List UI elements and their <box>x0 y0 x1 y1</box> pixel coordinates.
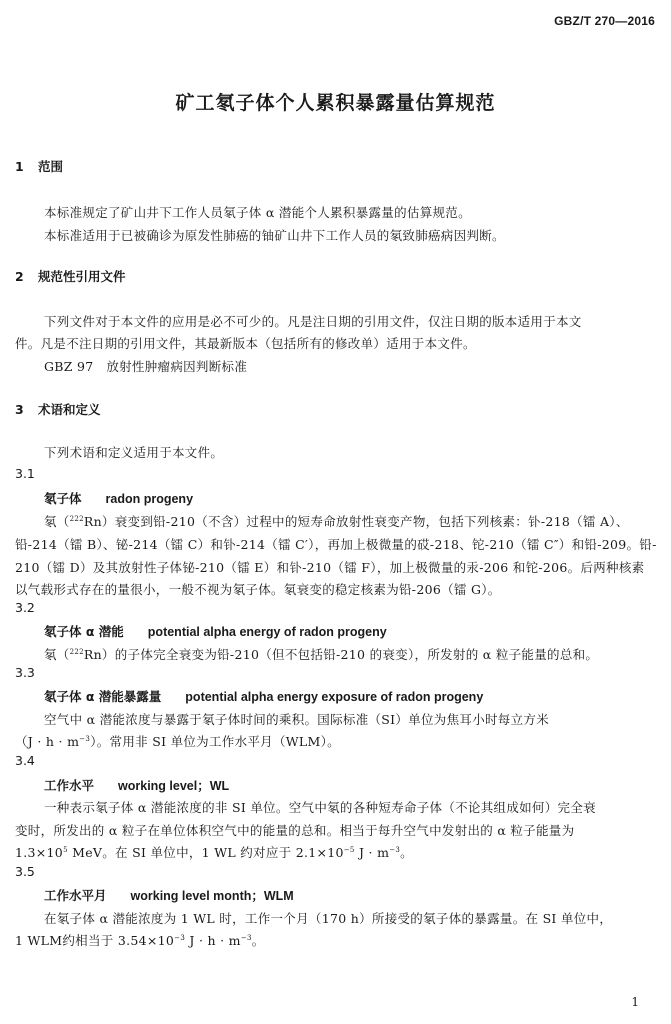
term-chinese: 氡子体 α 潜能暴露量 <box>44 689 162 704</box>
clause-number: 3.1 <box>15 466 35 481</box>
section-title: 规范性引用文件 <box>38 269 126 284</box>
document-title: 矿工氡子体个人累积暴露量估算规范 <box>175 92 496 114</box>
paragraph-line: 件。凡是不注日期的引用文件，其最新版本（包括所有的修改单）适用于本文件。 <box>15 336 476 351</box>
paragraph-line: 氡（$^{222}$Rn）衰变到铅-210（不含）过程中的短寿命放射性衰变产物，包括下列核素：钋-218（镭 A）、 <box>44 514 629 529</box>
paragraph-line: 空气中 α 潜能浓度与暴露于氡子体时间的乘积。国际标准（SI）单位为焦耳小时每立方米 <box>44 712 549 727</box>
section-title: 术语和定义 <box>38 402 101 417</box>
paragraph-line: 本标准规定了矿山井下工作人员氡子体 α 潜能个人累积暴露量的估算规范。 <box>44 205 471 220</box>
term-heading <box>44 776 229 794</box>
paragraph-line: 氡（$^{222}$Rn）的子体完全衰变为铅-210（但不包括铅-210 的衰变），所发射的 α 粒子能量的总和。 <box>44 647 599 662</box>
term-english: working level month；WLM <box>130 889 294 903</box>
paragraph-line: $(J \cdot h \cdot m^{-3})$。常用非 SI 单位为工作水平月（WLM）。 <box>15 734 340 749</box>
section-number: 3 <box>15 402 24 417</box>
term-english: radon progeny <box>105 492 194 506</box>
term-heading <box>44 886 294 904</box>
term-heading <box>44 687 483 705</box>
clause-number: 3.2 <box>15 600 35 615</box>
term-heading <box>44 622 387 640</box>
paragraph-line: 1 WLM约相当于 $3.54\times 10^{-3}$ $J \cdot h \cdot m^{-3}$。 <box>15 933 265 948</box>
paragraph-line: 变时，所发出的 α 粒子在单位体积空气中的能量的总和。相当于每升空气中发射出的 α 粒子能量为 <box>15 823 575 838</box>
standard-code: GBZ/T 270—2016 <box>554 14 655 28</box>
term-english: potential alpha energy exposure of radon progeny <box>185 690 484 704</box>
term-english: working level；WL <box>118 779 230 793</box>
term-chinese: 工作水平 <box>44 778 95 793</box>
section-2-heading <box>15 267 126 285</box>
paragraph-line: $1.3\times 10^5$ MeV。在 SI 单位中，1 WL 约对应于 $2.1\times 10^{-5}$ $J \cdot m^{-3}$。 <box>15 845 413 860</box>
term-chinese: 工作水平月 <box>44 888 107 903</box>
clause-number: 3.3 <box>15 665 35 680</box>
section-1-heading <box>15 157 63 175</box>
section-number: 2 <box>15 269 24 284</box>
paragraph-line: 210（镭 D）及其放射性子体铋-210（镭 E）和钋-210（镭 F），加上极微量的汞-206 和铊-206。后两种核素 <box>15 560 645 575</box>
paragraph-line: 一种表示氡子体 α 潜能浓度的非 SI 单位。空气中氡的各种短寿命子体（不论其组成如何）完全衰 <box>44 800 596 815</box>
clause-number: 3.5 <box>15 864 35 879</box>
term-chinese: 氡子体 α 潜能 <box>44 624 124 639</box>
paragraph-line: 下列文件对于本文件的应用是必不可少的。凡是注日期的引用文件，仅注日期的版本适用于本文 <box>44 314 582 329</box>
section-title: 范围 <box>38 159 64 174</box>
reference-item: GBZ 97 放射性肿瘤病因判断标准 <box>44 359 248 374</box>
paragraph-line: 本标准适用于已被确诊为原发性肺癌的铀矿山井下工作人员的氡致肺癌病因判断。 <box>44 228 505 243</box>
section-number: 1 <box>15 159 24 174</box>
paragraph-line: 以气载形式存在的量很小，一般不视为氡子体。氡衰变的稳定核素为铅-206（镭 G）。 <box>15 582 501 597</box>
term-chinese: 氡子体 <box>44 491 82 506</box>
page-number: 1 <box>631 995 639 1009</box>
paragraph-line: 下列术语和定义适用于本文件。 <box>44 445 224 460</box>
term-english: potential alpha energy of radon progeny <box>147 625 387 639</box>
clause-number: 3.4 <box>15 753 35 768</box>
paragraph-line: 在氡子体 α 潜能浓度为 1 WL 时，工作一个月（170 h）所接受的氡子体的暴露量。在 SI 单位中， <box>44 911 613 926</box>
term-heading <box>44 489 193 507</box>
section-3-heading <box>15 400 101 418</box>
paragraph-line: 铅-214（镭 B）、铋-214（镭 C）和钋-214（镭 C′），再加上极微量的砹-218、铊-210（镭 C″）和铅-209。铅- <box>15 537 657 552</box>
